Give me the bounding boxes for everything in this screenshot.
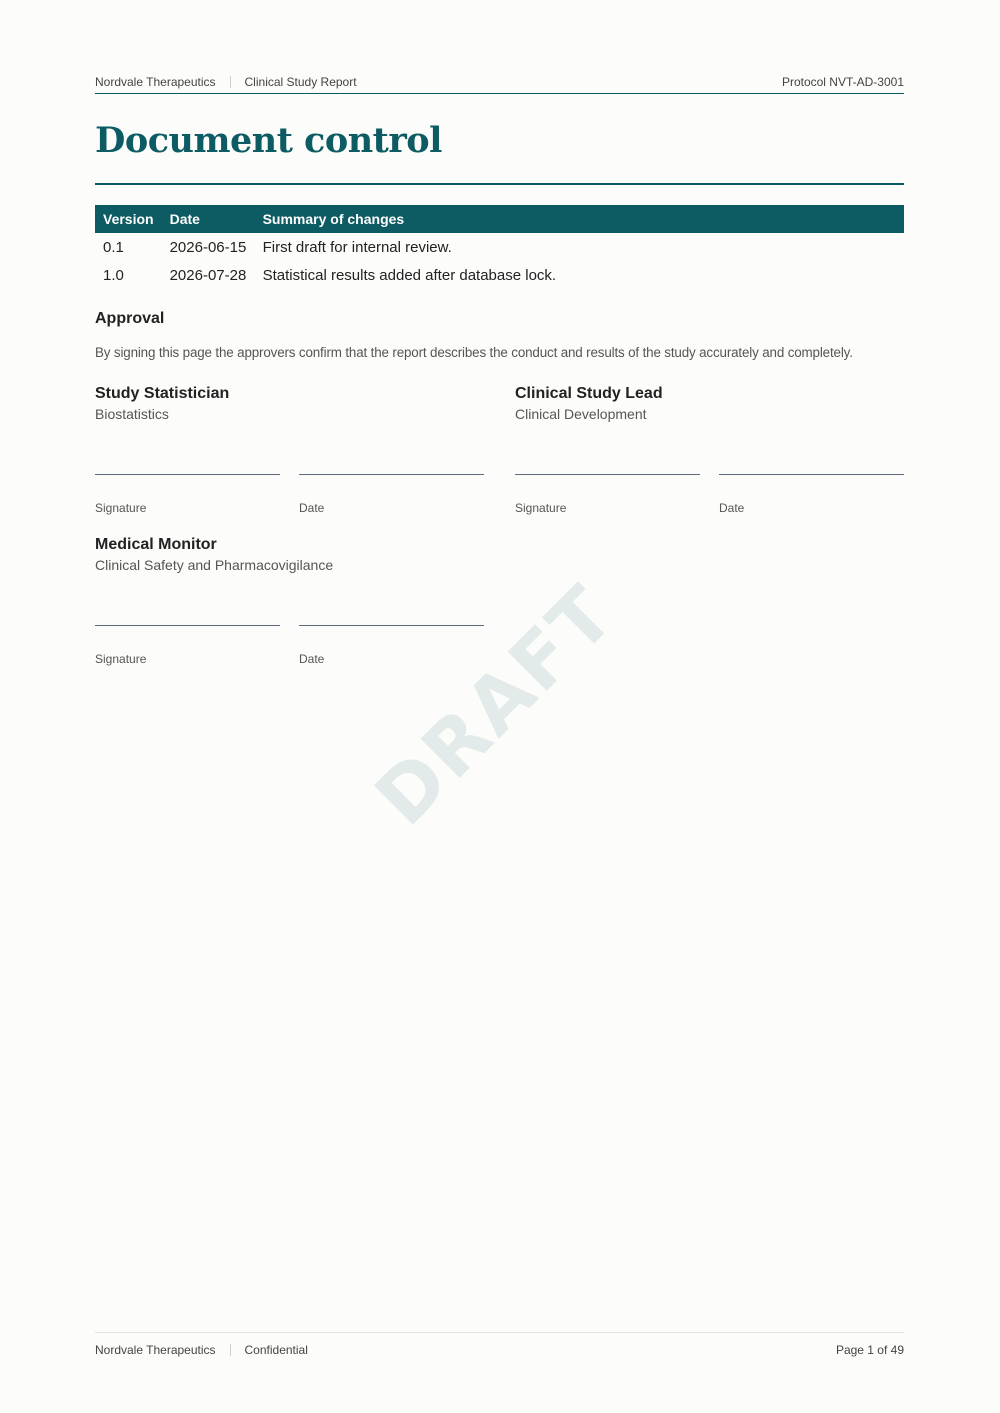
date-cell: 2026-07-28 [169, 266, 247, 284]
column-header-summary: Summary of changes [262, 211, 405, 227]
signature-label: Signature [515, 501, 567, 515]
approval-heading: Approval [95, 310, 165, 327]
version-cell: 0.1 [103, 238, 124, 256]
signer-department: Clinical Development [515, 406, 647, 422]
draft-watermark: DRAFT [357, 567, 633, 843]
header-protocol: Protocol NVT-AD-3001 [781, 75, 904, 89]
footer-separator [230, 1344, 231, 1356]
footer-company: Nordvale Therapeutics [95, 1343, 216, 1357]
footer-classification: Confidential [244, 1343, 308, 1357]
signature-line[interactable] [515, 474, 700, 475]
version-cell: 1.0 [103, 266, 124, 284]
date-label: Date [719, 501, 745, 515]
signer-department: Clinical Safety and Pharmacovigilance [95, 557, 334, 573]
signer-department: Biostatistics [95, 406, 169, 422]
version-history-table [95, 205, 904, 289]
signer-role: Medical Monitor [95, 536, 217, 553]
title-rule [95, 183, 904, 185]
document-page [95, 0, 904, 1413]
signer-role: Study Statistician [95, 385, 230, 402]
date-line[interactable] [719, 474, 904, 475]
running-header [95, 74, 904, 94]
table-header-row [95, 205, 904, 233]
table-row [95, 261, 904, 289]
header-company: Nordvale Therapeutics [95, 75, 216, 89]
date-line[interactable] [299, 625, 484, 626]
header-document-type: Clinical Study Report [244, 75, 357, 89]
column-header-date: Date [169, 211, 200, 227]
date-label: Date [299, 501, 325, 515]
date-cell: 2026-06-15 [169, 238, 247, 256]
signature-label: Signature [95, 501, 147, 515]
signer-role: Clinical Study Lead [515, 385, 663, 402]
date-line[interactable] [299, 474, 484, 475]
summary-cell: Statistical results added after database lock. [262, 266, 557, 284]
header-separator [230, 76, 231, 88]
running-footer [95, 1332, 904, 1363]
signature-line[interactable] [95, 625, 280, 626]
approval-statement: By signing this page the approvers confirm that the report describes the conduct and results of the study accurately and completely. [95, 345, 853, 360]
column-header-version: Version [103, 211, 154, 227]
date-label: Date [299, 652, 325, 666]
page-number: Page 1 of 49 [835, 1343, 904, 1357]
page-title: Document control [95, 120, 442, 161]
signature-line[interactable] [95, 474, 280, 475]
table-row [95, 233, 904, 261]
summary-cell: First draft for internal review. [262, 238, 452, 256]
signature-label: Signature [95, 652, 147, 666]
